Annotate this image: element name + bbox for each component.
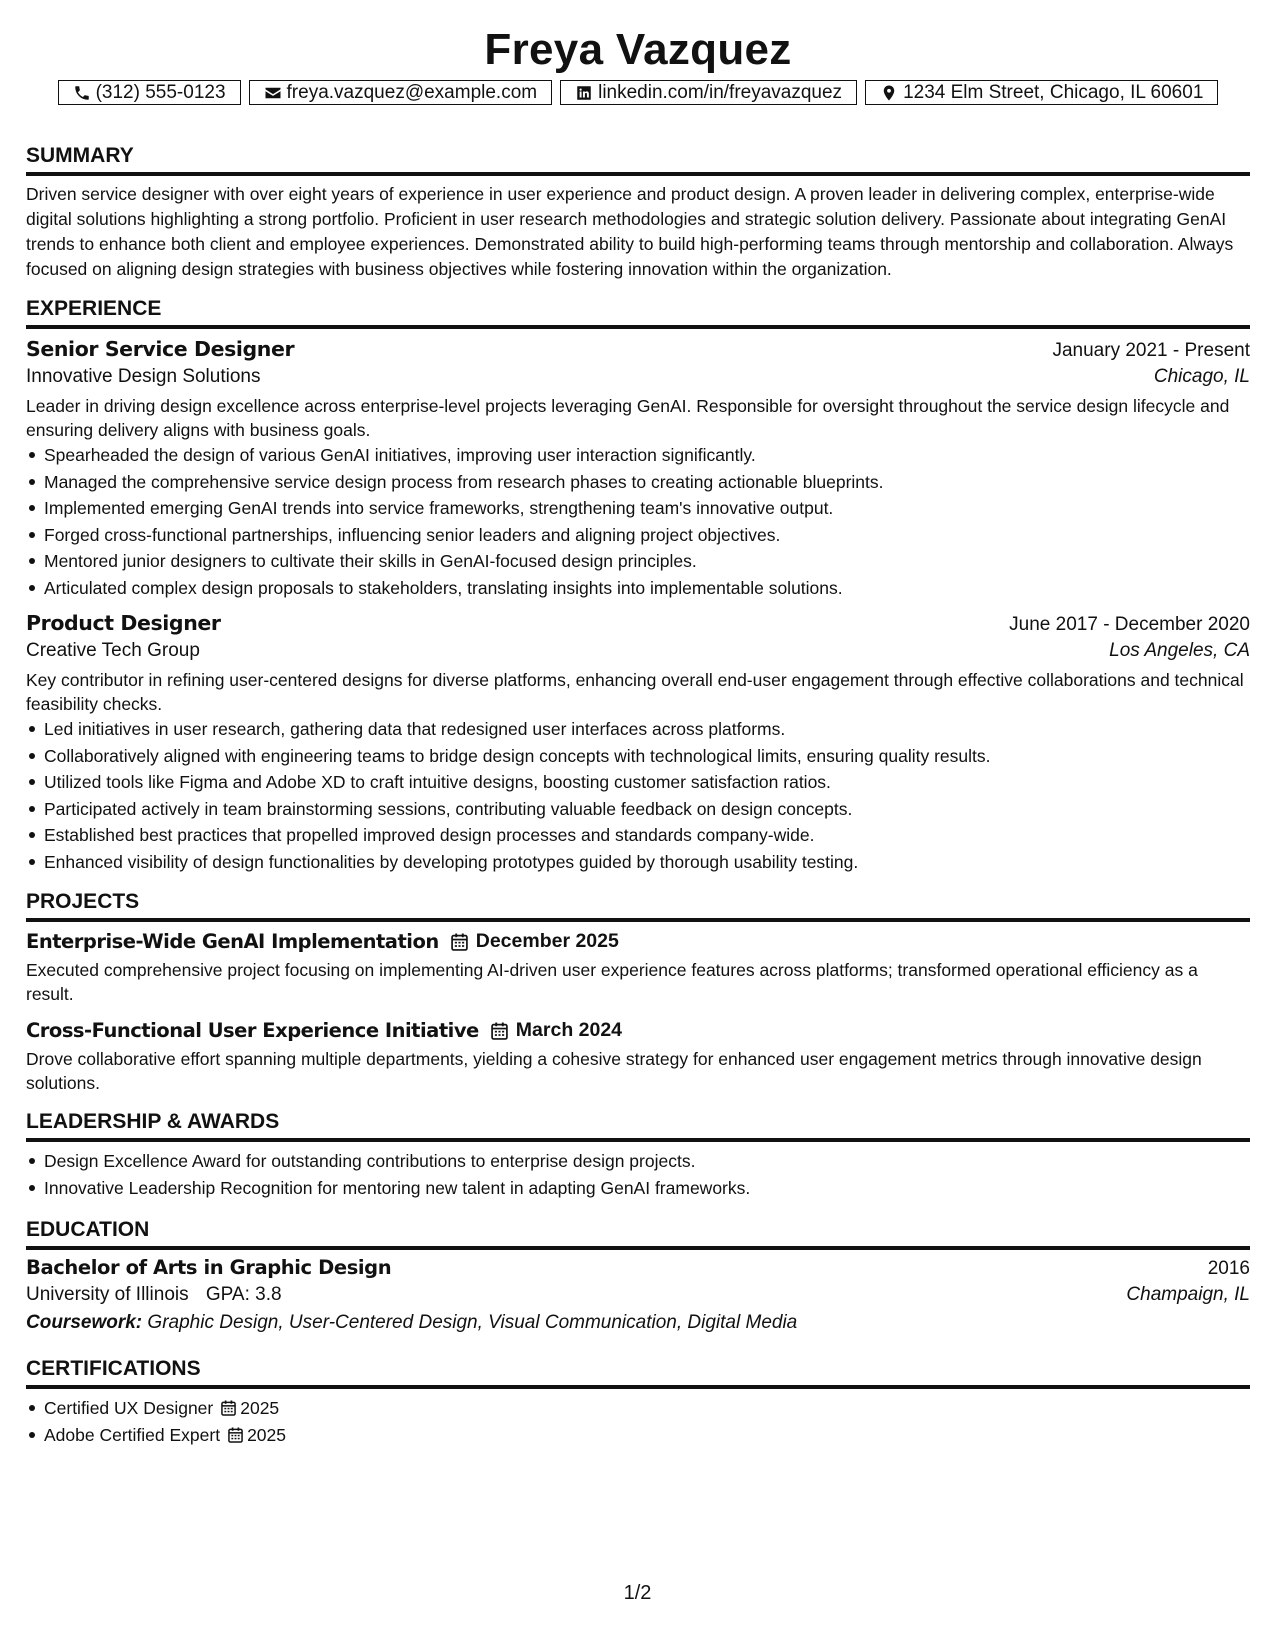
calendar-icon	[451, 933, 468, 951]
contact-bar	[26, 80, 1250, 105]
contact-address	[865, 80, 1218, 105]
job-location: Chicago, IL	[1153, 366, 1250, 387]
job-title: Senior Service Designer	[26, 337, 295, 361]
email-text: freya.vazquez@example.com	[286, 81, 538, 103]
job-description: Key contributor in refining user-centered designs for diverse platforms, enhancing overall end-user engagement through effective collaborations and technical feasibility checks.	[26, 670, 1244, 714]
map-marker-icon	[880, 84, 898, 102]
resume-name: Freya Vazquez	[484, 25, 792, 74]
graduation-year: 2016	[1207, 1258, 1250, 1279]
list-item: Participated actively in team brainstorming sessions, contributing valuable feedback on design concepts.	[44, 796, 1250, 823]
contact-email[interactable]	[249, 80, 553, 105]
certifications-list	[26, 1395, 1250, 1448]
job-date: January 2021 - Present	[1052, 340, 1250, 361]
coursework-label: Coursework:	[26, 1312, 143, 1333]
project-date-text: December 2025	[475, 930, 619, 952]
job-title: Product Designer	[26, 611, 221, 635]
project-description: Executed comprehensive project focusing on implementing AI-driven user experience features across platforms; transformed operational efficiency as a result.	[26, 960, 1198, 1004]
job-entry	[26, 611, 1250, 875]
envelope-icon	[264, 84, 282, 102]
section-title-leadership: LEADERSHIP & AWARDS	[26, 1109, 1250, 1142]
certifications-section	[26, 1356, 1250, 1448]
coursework-line	[26, 1312, 1250, 1334]
resume-page	[26, 0, 1250, 1448]
job-bullets	[26, 716, 1250, 875]
project-date	[451, 930, 619, 953]
list-item: Enhanced visibility of design functionalities by developing prototypes guided by thorough usability testing.	[44, 849, 1250, 876]
section-title-summary: SUMMARY	[26, 143, 1250, 176]
project-title: Enterprise-Wide GenAI Implementation	[26, 930, 439, 953]
list-item: Collaboratively aligned with engineering teams to bridge design concepts with technological limits, ensuring quality results.	[44, 743, 1250, 770]
cert-year: 2025	[247, 1424, 287, 1445]
projects-section	[26, 889, 1250, 1095]
project-entry	[26, 930, 1250, 1006]
school-info	[26, 1284, 282, 1306]
job-entry	[26, 337, 1250, 601]
project-date-text: March 2024	[515, 1019, 623, 1041]
list-item: Articulated complex design proposals to stakeholders, translating insights into implementable solutions.	[44, 575, 1250, 602]
degree-title: Bachelor of Arts in Graphic Design	[26, 1256, 392, 1279]
summary-section	[26, 143, 1250, 282]
cert-name: Certified UX Designer	[44, 1398, 214, 1418]
calendar-icon	[491, 1022, 508, 1040]
list-item: Mentored junior designers to cultivate their skills in GenAI-focused design principles.	[44, 548, 1250, 575]
cert-name: Adobe Certified Expert	[44, 1424, 221, 1445]
list-item: Spearheaded the design of various GenAI initiatives, improving user interaction significantly.	[44, 442, 1250, 469]
list-item: Innovative Leadership Recognition for mentoring new talent in adapting GenAI frameworks.	[44, 1175, 1250, 1202]
job-date: June 2017 - December 2020	[1009, 614, 1250, 635]
linkedin-icon	[575, 84, 593, 102]
list-item	[44, 1422, 1250, 1449]
education-section	[26, 1217, 1250, 1334]
list-item: Led initiatives in user research, gathering data that redesigned user interfaces across platforms.	[44, 716, 1250, 743]
gpa: GPA: 3.8	[205, 1284, 282, 1305]
address-text: 1234 Elm Street, Chicago, IL 60601	[903, 81, 1204, 103]
project-description: Drove collaborative effort spanning multiple departments, yielding a cohesive strategy for enhanced user engagement metrics through innovative design solutions.	[26, 1049, 1202, 1093]
job-bullets	[26, 442, 1250, 601]
summary-text: Driven service designer with over eight years of experience in user experience and product design. A proven leader in delivering complex, enterprise-wide digital solutions highlighting a strong portfolio. Proficient in user research methodologies and strategic solution delivery. Passionate about integrating GenAI trends to enhance both client and employee experiences. Demonstrated ability to build high-performing teams through mentorship and collaboration. Always focused on aligning design strategies with business objectives while fostering innovation within the organization.	[26, 184, 1234, 279]
page-number: 1/2	[623, 1582, 652, 1604]
leadership-list	[26, 1148, 1250, 1201]
list-item: Established best practices that propelled improved design processes and standards company-wide.	[44, 822, 1250, 849]
phone-icon	[73, 84, 91, 102]
experience-section	[26, 296, 1250, 875]
project-date	[491, 1019, 622, 1042]
list-item: Implemented emerging GenAI trends into service frameworks, strengthening team's innovative output.	[44, 495, 1250, 522]
section-title-certifications: CERTIFICATIONS	[26, 1356, 1250, 1389]
list-item: Design Excellence Award for outstanding contributions to enterprise design projects.	[44, 1148, 1250, 1175]
school-location: Champaign, IL	[1126, 1284, 1250, 1305]
section-title-projects: PROJECTS	[26, 889, 1250, 922]
section-title-experience: EXPERIENCE	[26, 296, 1250, 329]
phone-text: (312) 555-0123	[95, 81, 226, 103]
list-item: Managed the comprehensive service design process from research phases to creating actionable blueprints.	[44, 469, 1250, 496]
project-title: Cross-Functional User Experience Initiative	[26, 1019, 479, 1042]
contact-phone	[58, 80, 241, 105]
school-name: University of Illinois	[26, 1284, 189, 1305]
contact-linkedin[interactable]	[560, 80, 857, 105]
list-item: Utilized tools like Figma and Adobe XD to craft intuitive designs, boosting customer satisfaction ratios.	[44, 769, 1250, 796]
list-item	[44, 1395, 1250, 1422]
leadership-section	[26, 1109, 1250, 1201]
coursework-text: Graphic Design, User-Centered Design, Visual Communication, Digital Media	[147, 1312, 798, 1333]
job-description: Leader in driving design excellence across enterprise-level projects leveraging GenAI. Responsible for oversight throughout the service design lifecycle and ensuring delivery aligns with business goals.	[26, 396, 1230, 440]
job-company: Creative Tech Group	[26, 640, 200, 661]
list-item: Forged cross-functional partnerships, influencing senior leaders and aligning project objectives.	[44, 522, 1250, 549]
calendar-icon	[221, 1400, 236, 1416]
job-location: Los Angeles, CA	[1109, 640, 1250, 661]
linkedin-text: linkedin.com/in/freyavazquez	[598, 81, 843, 103]
project-entry	[26, 1019, 1250, 1095]
calendar-icon	[228, 1427, 243, 1443]
job-company: Innovative Design Solutions	[26, 366, 261, 387]
section-title-education: EDUCATION	[26, 1217, 1250, 1250]
cert-year: 2025	[240, 1398, 280, 1418]
